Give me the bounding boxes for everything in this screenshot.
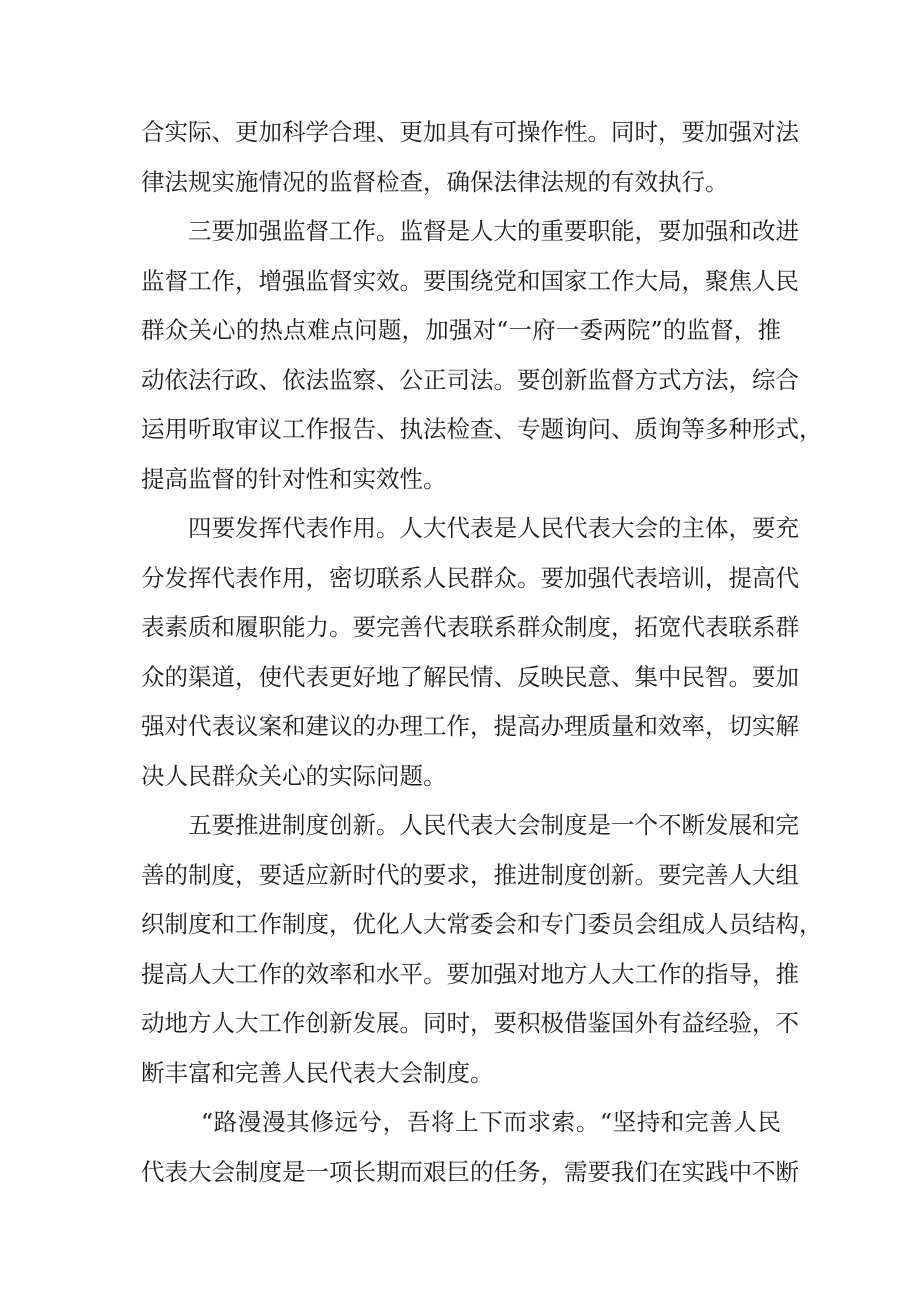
text-line: 提高人大工作的效率和水平。要加强对地方人大工作的指导，推 bbox=[141, 959, 799, 988]
text-line: 动依法行政、依法监察、公正司法。要创新监督方式方法，综合 bbox=[141, 365, 799, 394]
text-line: 提高监督的针对性和实效性。 bbox=[141, 464, 447, 493]
text-line: 善的制度，要适应新时代的要求，推进制度创新。要完善人大组 bbox=[141, 860, 799, 889]
text-line: 律法规实施情况的监督检查，确保法律法规的有效执行。 bbox=[141, 167, 729, 196]
text-line: 监督工作，增强监督实效。要围绕党和国家工作大局，聚焦人民 bbox=[141, 266, 799, 295]
text-line: 运用听取审议工作报告、执法检查、专题询问、质询等多种形式， bbox=[141, 415, 823, 443]
paragraph-start-line: 四要发挥代表作用。人大代表是人民代表大会的主体，要充 bbox=[188, 514, 799, 542]
paragraph-start-line: 五要推进制度创新。人民代表大会制度是一个不断发展和完 bbox=[188, 811, 799, 839]
text-line: 表素质和履职能力。要完善代表联系群众制度，拓宽代表联系群 bbox=[141, 613, 799, 641]
text-line: 分发挥代表作用，密切联系人民群众。要加强代表培训，提高代 bbox=[141, 563, 799, 592]
document-body bbox=[141, 108, 823, 1197]
paragraph-start-line: “路漫漫其修远兮，吾将上下而求索。“坚持和完善人民 bbox=[201, 1108, 781, 1136]
text-line: 强对代表议案和建议的办理工作，提高办理质量和效率，切实解 bbox=[141, 712, 799, 740]
text-line: 决人民群众关心的实际问题。 bbox=[141, 761, 447, 790]
text-line: 织制度和工作制度，优化人大常委会和专门委员会组成人员结构， bbox=[141, 910, 823, 938]
text-line: 群众关心的热点难点问题，加强对“一府一委两院”的监督，推 bbox=[141, 316, 781, 344]
text-line: 众的渠道，使代表更好地了解民情、反映民意、集中民智。要加 bbox=[141, 662, 799, 691]
text-line: 合实际、更加科学合理、更加具有可操作性。同时，要加强对法 bbox=[141, 118, 799, 146]
text-line: 动地方人大工作创新发展。同时，要积极借鉴国外有益经验，不 bbox=[141, 1009, 799, 1037]
text-line: 代表大会制度是一项长期而艰巨的任务，需要我们在实践中不断 bbox=[141, 1157, 799, 1186]
text-line: 断丰富和完善人民代表大会制度。 bbox=[141, 1058, 494, 1087]
paragraph-start-line: 三要加强监督工作。监督是人大的重要职能，要加强和改进 bbox=[188, 217, 799, 245]
